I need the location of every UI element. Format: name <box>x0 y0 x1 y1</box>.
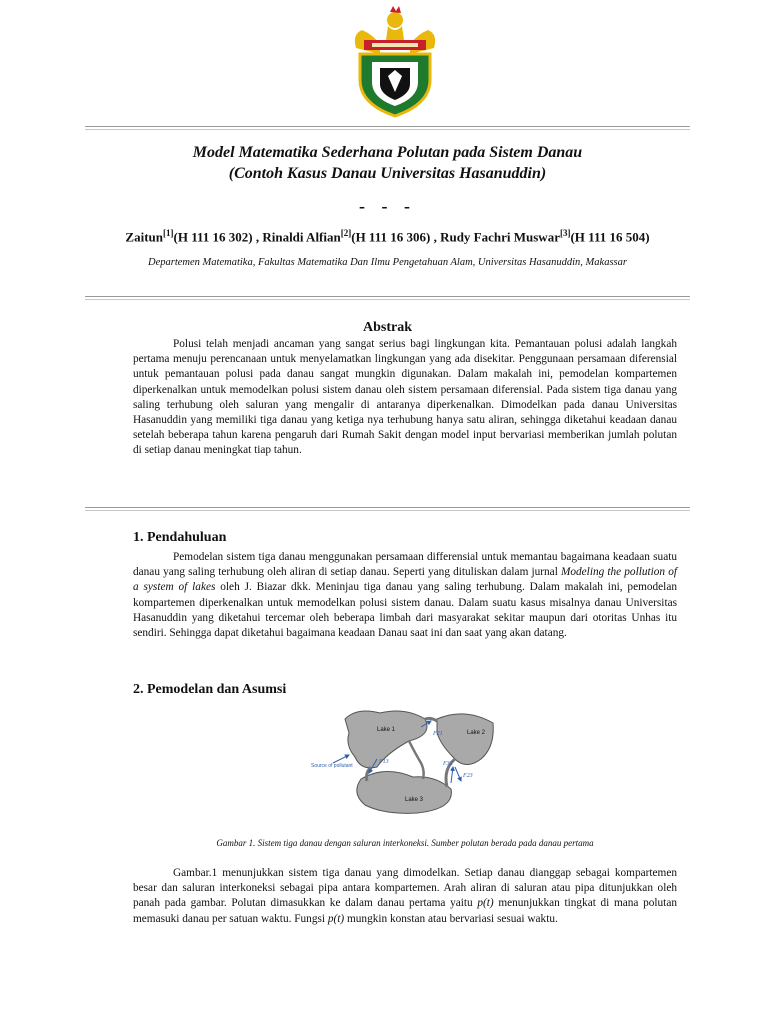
lake-1-label: Lake 1 <box>377 727 396 733</box>
abstract-heading: Abstrak <box>362 320 412 335</box>
author-ref: [2] <box>340 228 352 238</box>
section1-paragraph: Pemodelan sistem tiga danau menggunakan persamaan differensial untuk memantau bagaimana keadaan suatu danau yang saling terhubung oleh aliran di setiap danau. Seperti yang dituliskan dalam jurnal Modeling the pollution of a system of lakes oleh J. Biazar dkk. Meninjau tiga danau yang saling terhubung. Dalam makalah ini, pemodelan kompartemen diperkenalkan untuk memodelkan polusi sistem danau. Dalam suatu kasus misalnya danau Universitas Hasanuddin yang diketahui tercemar oleh beberapa limbah dari masyarakat sekitar maupun dari otoritas Unhas itu sendiri. Sehingga dapat diketahui bagaimana keadaan Danau saat ini dan saat yang akan datang. <box>133 551 677 640</box>
affiliation: Departemen Matematika, Fakultas Matematika Dan Ilmu Pengetahuan Alam, Universitas Hasanuddin, Makassar <box>148 257 627 268</box>
author-nim: (H 111 16 306) <box>351 229 431 245</box>
lake-2-shape <box>437 714 493 765</box>
lake-3-shape <box>357 771 452 813</box>
author-name: Rinaldi Alfian <box>262 229 341 245</box>
university-emblem-logo <box>350 4 440 120</box>
section2-paragraph: Gambar.1 menunjukkan sistem tiga danau yang dimodelkan. Setiap danau dianggap sebagai kompartemen besar dan saluran interkoneksi sebagai pipa antara kompartemen. Arah aliran di saluran atau pipa ditunjukkan oleh panah pada gambar. Polutan dimasukkan ke dalam danau pertama yaitu p(t) menunjukkan tingkat di mana polutan memasuki danau per satuan waktu. Fungsi p(t) mungkin konstan atau bervariasi sesuai waktu. <box>133 867 677 925</box>
flow-label-f21: F21 <box>433 731 443 737</box>
author-name: Zaitun <box>125 229 163 245</box>
arrow-f32 <box>451 767 453 783</box>
abstract-rule <box>85 507 690 511</box>
arrow-f23 <box>455 767 461 781</box>
source-arrow <box>333 755 349 763</box>
function-pt: p(t) <box>327 912 345 925</box>
channel-1-2 <box>425 718 437 721</box>
author-name: Rudy Fachri Muswar <box>440 229 560 245</box>
paper-title-line2: (Contoh Kasus Danau Universitas Hasanuddin) <box>228 165 547 182</box>
author-ref: [1] <box>163 228 174 238</box>
authors-line: Zaitun[1](H 111 16 302) , Rinaldi Alfian[2](H 111 16 306) , Rudy Fachri Muswar[3](H 111 16 504) <box>125 228 650 245</box>
header-rule-top <box>85 126 690 130</box>
lake-2-label: Lake 2 <box>467 730 486 736</box>
section-heading-pemodelan: 2. Pemodelan dan Asumsi <box>133 682 287 697</box>
title-dashes: - - - <box>359 196 416 216</box>
flow-label-f13: F13 <box>379 759 389 765</box>
lake-system-figure <box>305 697 495 817</box>
flow-label-f23: F23 <box>463 773 473 779</box>
function-pt: p(t) <box>477 897 494 910</box>
channel-river <box>409 741 424 779</box>
author-ref: [3] <box>559 228 571 238</box>
section-heading-pendahuluan: 1. Pendahuluan <box>133 530 227 545</box>
paper-title-line1: Model Matematika Sederhana Polutan pada Sistem Danau <box>192 144 583 161</box>
flow-label-f32: F32 <box>443 761 453 767</box>
header-rule-bottom <box>85 296 690 300</box>
figure-caption: Gambar 1. Sistem tiga danau dengan saluran interkoneksi. Sumber polutan berada pada danau pertama <box>216 838 594 848</box>
author-nim: (H 111 16 504) <box>570 229 650 245</box>
abstract-text: Polusi telah menjadi ancaman yang sangat serius bagi lingkungan kita. Pemantauan polusi adalah langkah pertama menuju perencanaan untuk menyelamatkan lingkungan yang ada disekitar. Penggunaan persamaan diferensial untuk pemantauan polusi pada danau sangat mungkin digunakan. Dalam makalah ini, pemodelan kompartemen diperkenalkan untuk memodelkan polusi sistem danau oleh sistem persamaan diferensial. Pada sistem tiga danau yang saling terhubung oleh saluran yang mengalir di antaranya diperkenalkan. Dimodelkan pada danau Universitas Hasanuddin yang memiliki tiga danau yang ketiga nya terhubung hanya satu aliran, sehingga diketahui keadaan danau setelah beberapa tahun karena pengaruh dari Rumah Sakit dengan model input bervariasi memberikan jumlah polutan di setiap danau meningkat tiap tahun. <box>133 338 677 457</box>
lake-3-label: Lake 3 <box>405 797 424 803</box>
author-nim: (H 111 16 302) <box>173 229 253 245</box>
source-label: Source of pollutant <box>311 763 353 769</box>
